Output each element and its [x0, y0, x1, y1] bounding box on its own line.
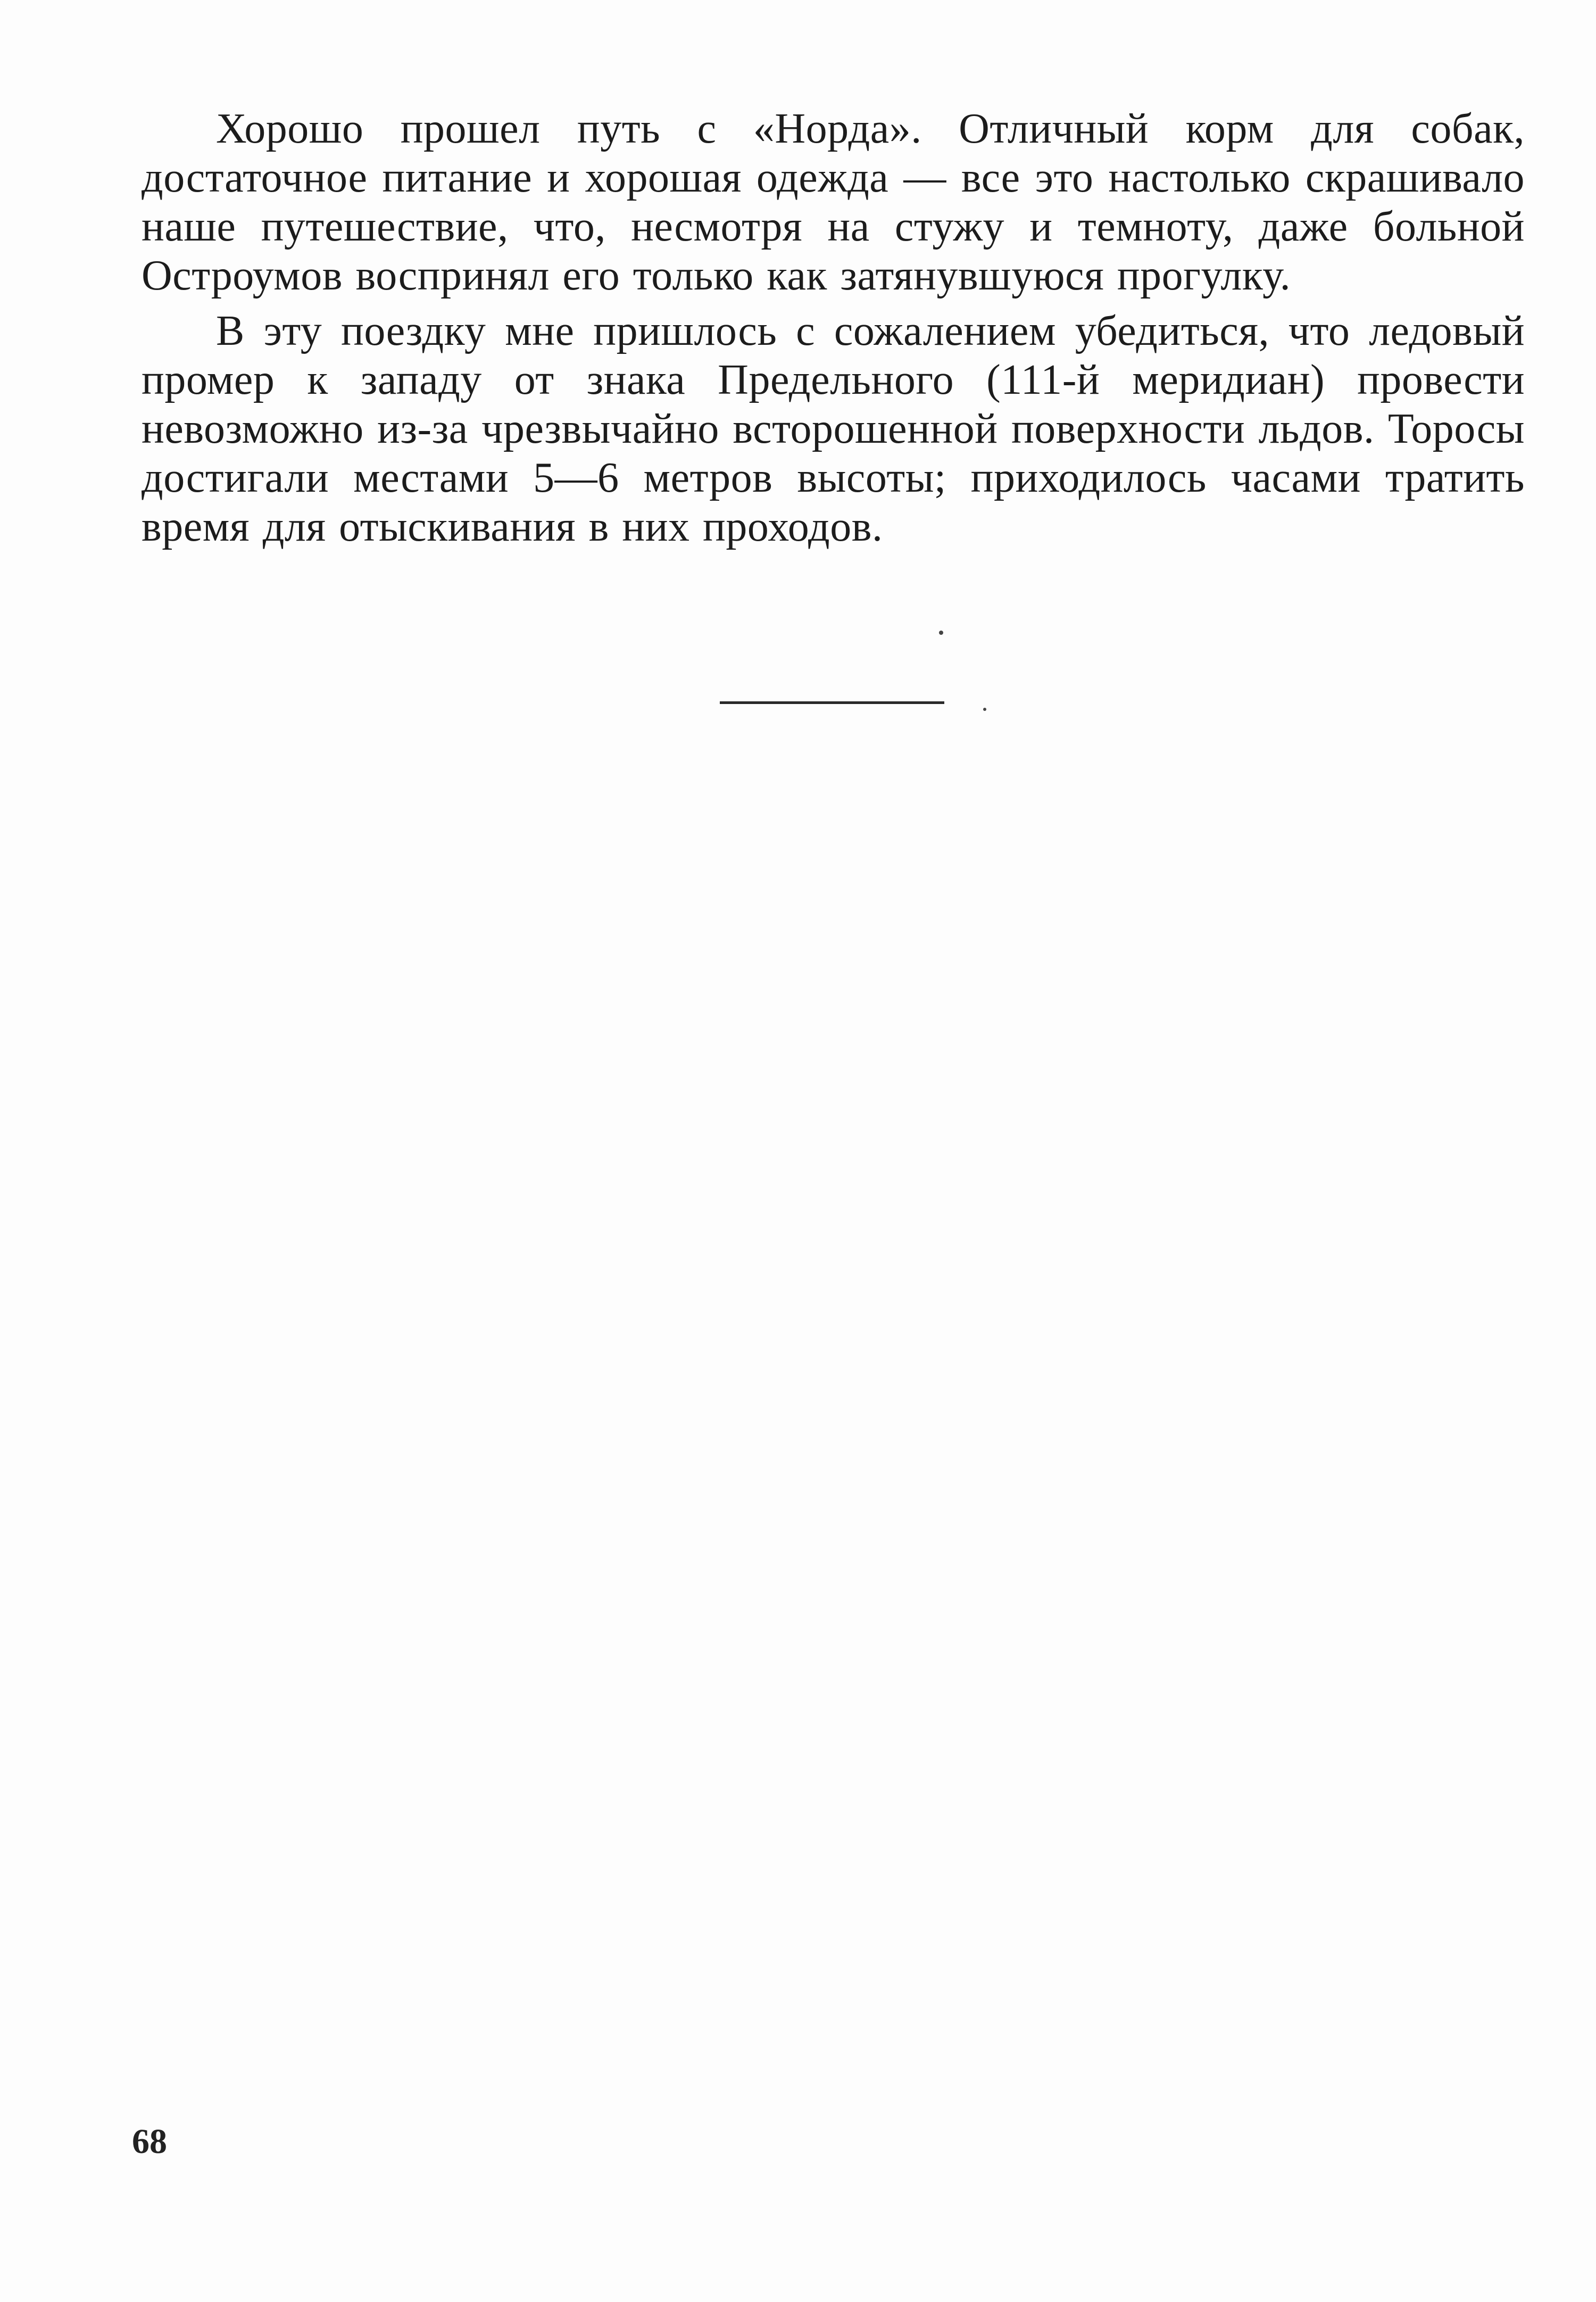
print-speck: [939, 631, 943, 635]
print-speck: [983, 708, 986, 711]
paragraph-1: Хорошо прошел путь с «Норда». Отличный корм для собак, достаточное питание и хорошая одежда — все это настолько скрашивало наше путешествие, что, несмотря на стужу и темноту, даже больной Остроумов воспринял его только как затянувшуюся прогулку.: [142, 105, 1525, 299]
body-text: [142, 104, 1525, 551]
page-number: 68: [132, 2122, 167, 2161]
section-divider: [720, 701, 944, 704]
paragraph-2: В эту поездку мне пришлось с сожалением убедиться, что ледовый промер к западу от знака Предельного (111-й меридиан) провести невозможно из-за чрезвычайно всторошенной поверхности льдов. Торосы достигали местами 5—6 метров высоты; приходилось часами тратить время для отыскивания в них проходов.: [142, 308, 1525, 550]
